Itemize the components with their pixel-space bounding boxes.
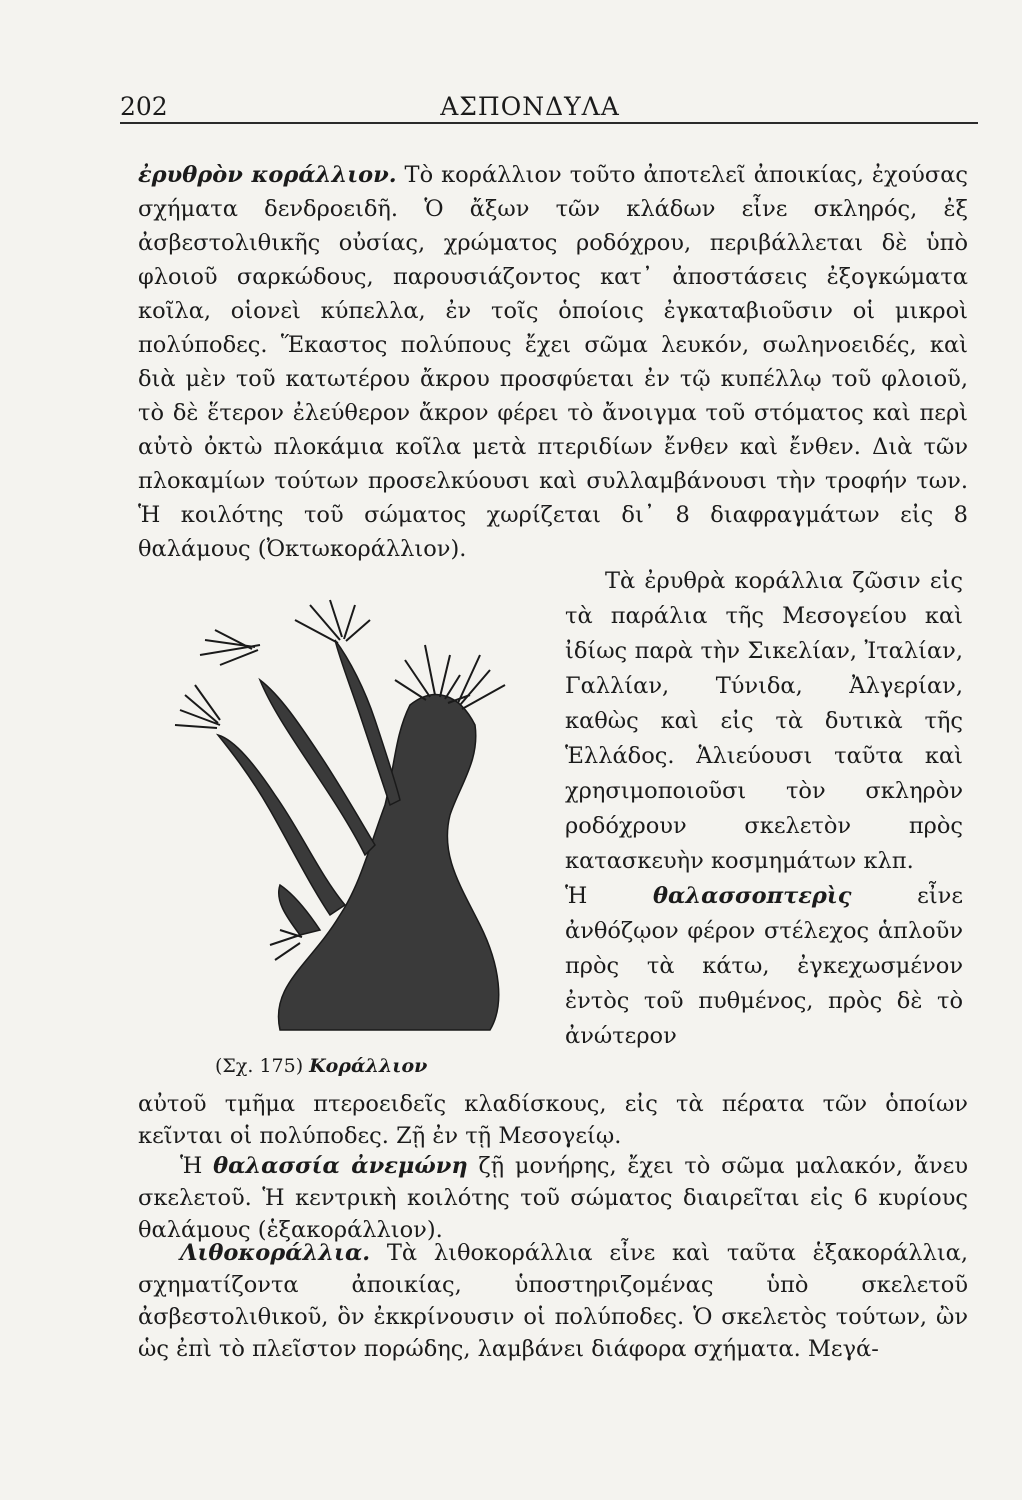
term-stony-corals: Λιθοκοράλλια. xyxy=(180,1240,371,1266)
caption-number: (Σχ. 175) xyxy=(215,1055,304,1077)
paragraph-sea-pen-continuation: αὐτοῦ τμῆμα πτεροειδεῖς κλαδίσκους, εἰς τὰ πέρατα τῶν ὁποίων κεῖνται οἱ πολύποδες. Ζῇ ἐν τῇ Μεσογείῳ. xyxy=(138,1091,968,1149)
stony-corals-text: Τὰ λιθοκοράλλια εἶνε καὶ ταῦτα ἑξακοράλλια, σχηματίζοντα ἀποικίας, ὑποστηριζομένας ὑπὸ σκελετοῦ ἀσβεστολιθικοῦ, ὃν ἐκκρίνουσιν οἱ πολύποδες. Ὁ σκελετὸς τούτων, ὢν ὡς ἐπὶ τὸ πλεῖστον πορώδης, λαμβάνει διάφορα σχήματα. Μεγά- xyxy=(138,1240,968,1362)
paragraph-stony-corals xyxy=(138,1237,968,1365)
caption-title: Κοράλλιον xyxy=(309,1055,428,1077)
sea-pen-text: εἶνε ἀνθόζῳον φέρον στέλεχος ἁπλοῦν πρὸς τὰ κάτω, ἐγκεχωσμένον ἐντὸς τοῦ πυθμένος, πρὸς δὲ τὸ ἀνώτερον xyxy=(565,883,963,1049)
paragraph-red-coral xyxy=(138,158,968,566)
sea-anemone-prefix: Ἡ xyxy=(180,1153,214,1179)
paragraph-sea-anemone xyxy=(138,1150,968,1246)
term-sea-anemone: θαλασσία ἀνεμώνη xyxy=(213,1153,468,1179)
paragraph-habitat-text: Τὰ ἐρυθρὰ κοράλλια ζῶσιν εἰς τὰ παράλια τῆς Μεσογείου καὶ ἰδίως παρὰ τὴν Σικελίαν, Ἰταλίαν, Γαλλίαν, Τύνιδα, Ἀλγερίαν, καθὼς καὶ εἰς τὰ δυτικὰ τῆς Ἑλλάδος. Ἁλιεύουσι ταῦτα καὶ χρησιμοποιοῦσι τὸν σκληρὸν ροδόχρουν σκελετὸν πρὸς κατασκευὴν κοσμημάτων κλπ. xyxy=(565,568,963,874)
coral-figure xyxy=(160,585,550,1035)
paragraph-red-coral-text: Τὸ κοράλλιον τοῦτο ἀποτελεῖ ἀποικίας, ἐχούσας σχήματα δενδροειδῆ. Ὁ ἄξων τῶν κλάδων εἶνε σκληρός, ἐξ ἀσβεστολιθικῆς οὐσίας, χρώματος ροδόχρου, περιβάλλεται δὲ ὑπὸ φλοιοῦ σαρκώδους, παρουσιάζοντος κατ᾽ ἀποστάσεις ἐξογκώματα κοῖλα, οἱονεὶ κύπελλα, ἐν τοῖς ὁποίοις ἐγκαταβιοῦσιν οἱ μικροὶ πολύποδες. Ἕκαστος πολύπους ἔχει σῶμα λευκόν, σωληνοειδές, καὶ διὰ μὲν τοῦ κατωτέρου ἄκρου προσφύεται ἐν τῷ κυπέλλῳ τοῦ φλοιοῦ, τὸ δὲ ἕτερον ἐλεύθερον ἄκρον φέρει τὸ ἄνοιγμα τοῦ στόματος καὶ περὶ αὐτὸ ὀκτὼ πλοκάμια κοῖλα μετὰ πτεριδίων ἔνθεν καὶ ἔνθεν. Διὰ τῶν πλοκαμίων τούτων προσελκύουσι καὶ συλλαμβάνουσι τὴν τροφήν των. Ἡ κοιλότης τοῦ σώματος χωρίζεται δι᾽ 8 διαφραγμάτων εἰς 8 θαλάμους (Ὀκτωκοράλλιον). xyxy=(138,162,968,562)
sea-anemone-text: ζῇ μονήρης, ἔχει τὸ σῶμα μαλακόν, ἄνευ σκελετοῦ. Ἡ κεντρικὴ κοιλότης τοῦ σώματος διαιρεῖται εἰς 6 κυρίους θαλάμους (ἑξακοράλλιον). xyxy=(138,1153,968,1243)
page-header xyxy=(120,92,980,132)
paragraph-habitat xyxy=(565,564,963,1054)
running-title: ΑΣΠΟΝΔΥΛΑ xyxy=(440,92,620,121)
page-number: 202 xyxy=(120,92,168,121)
coral-illustration xyxy=(160,585,550,1035)
figure-caption xyxy=(215,1055,427,1077)
header-rule xyxy=(120,122,978,124)
term-sea-pen: θαλασσοπτερὶς xyxy=(653,883,852,909)
sea-pen-prefix: Ἡ xyxy=(565,883,654,909)
term-red-coral: ἐρυθρὸν κοράλλιον. xyxy=(138,162,397,188)
